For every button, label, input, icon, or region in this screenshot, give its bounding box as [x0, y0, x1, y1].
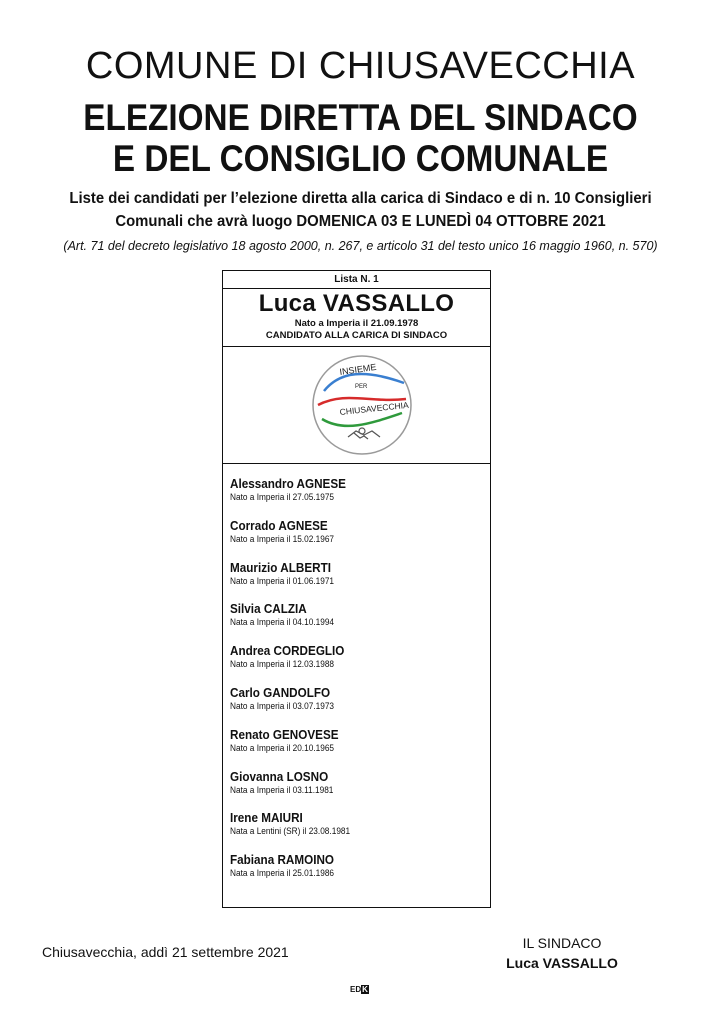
councillor-item: [230, 685, 480, 727]
councillor-birth: Nata a Imperia il 03.11.1981: [230, 784, 334, 795]
printer-mark-k: K: [362, 985, 368, 994]
printer-mark-text: ED: [350, 985, 362, 994]
councillor-name: Maurizio ALBERTI: [230, 559, 331, 575]
list-logo-box: [223, 347, 490, 464]
councillor-name: Silvia CALZIA: [230, 601, 307, 617]
intro-line1: Liste dei candidati per l’elezione diretta alla carica di Sindaco e di n. 10 Consiglieri: [69, 190, 652, 207]
councillor-item: [230, 518, 480, 560]
councillor-birth: Nata a Lentini (SR) il 23.08.1981: [230, 826, 351, 837]
councillor-name: Giovanna LOSNO: [230, 768, 329, 784]
councillor-birth: Nato a Imperia il 27.05.1975: [230, 492, 335, 502]
printer-mark: [350, 985, 369, 995]
logo-text-per: PER: [355, 384, 368, 390]
mayor-title: IL SINDACO: [522, 935, 602, 951]
candidate-list-card: [222, 270, 491, 908]
councillor-name: Irene MAIURI: [230, 810, 303, 826]
councillor-birth: Nato a Imperia il 01.06.1971: [230, 575, 335, 586]
mayor-candidate-box: [223, 288, 490, 347]
mayor-candidate-name: Luca VASSALLO: [258, 290, 455, 317]
councillor-item: [230, 643, 480, 685]
councillor-item: [230, 852, 480, 894]
list-logo-emblem: [310, 353, 414, 457]
councillor-birth: Nato a Imperia il 03.07.1973: [230, 700, 335, 711]
councillor-name: Alessandro AGNESE: [230, 476, 346, 491]
councillor-birth: Nata a Imperia il 04.10.1994: [230, 617, 335, 628]
mayor-candidate-role: CANDIDATO ALLA CARICA DI SINDACO: [265, 330, 448, 341]
councillor-birth: Nato a Imperia il 20.10.1965: [230, 742, 335, 753]
municipality-title: COMUNE DI CHIUSAVECCHIA: [85, 45, 636, 87]
councillor-birth: Nata a Imperia il 25.01.1986: [230, 868, 335, 879]
councillor-list: [230, 476, 480, 894]
councillor-name: Fabiana RAMOINO: [230, 852, 335, 868]
councillor-item: [230, 476, 480, 518]
intro-line2-prefix: Comunali che avrà luogo: [115, 213, 297, 230]
councillor-item: [230, 727, 480, 769]
councillor-item: [230, 769, 480, 811]
logo-text-chiusavecchia: CHIUSAVECCHIA: [339, 399, 410, 417]
intro-line2: [25, 212, 696, 232]
mayor-candidate-birth: Nato a Imperia il 21.09.1978: [294, 318, 419, 329]
councillor-item: [230, 601, 480, 643]
election-title-line2: E DEL CONSIGLIO COMUNALE: [112, 138, 609, 179]
law-reference: (Art. 71 del decreto legislativo 18 agosto 2000, n. 267, e articolo 31 del testo unico 16 maggio 1960, n. 570): [63, 239, 658, 253]
election-title-line1: ELEZIONE DIRETTA DEL SINDACO: [83, 97, 638, 138]
councillor-name: Carlo GANDOLFO: [230, 684, 331, 700]
logo-text-insieme: INSIEME: [338, 361, 377, 377]
councillor-birth: Nato a Imperia il 15.02.1967: [230, 533, 335, 544]
councillor-name: Renato GENOVESE: [230, 726, 339, 742]
councillor-name: Corrado AGNESE: [230, 517, 328, 533]
election-dates: DOMENICA 03 E LUNEDÌ 04 OTTOBRE 2021: [296, 213, 606, 230]
signature-date: Chiusavecchia, addì 21 settembre 2021: [42, 944, 289, 960]
councillor-birth: Nato a Imperia il 12.03.1988: [230, 659, 335, 670]
councillor-name: Andrea CORDEGLIO: [230, 643, 345, 659]
councillor-item: [230, 560, 480, 602]
mayor-signature-name: Luca VASSALLO: [506, 955, 618, 971]
list-number: Lista N. 1: [223, 271, 490, 289]
councillor-item: [230, 810, 480, 852]
